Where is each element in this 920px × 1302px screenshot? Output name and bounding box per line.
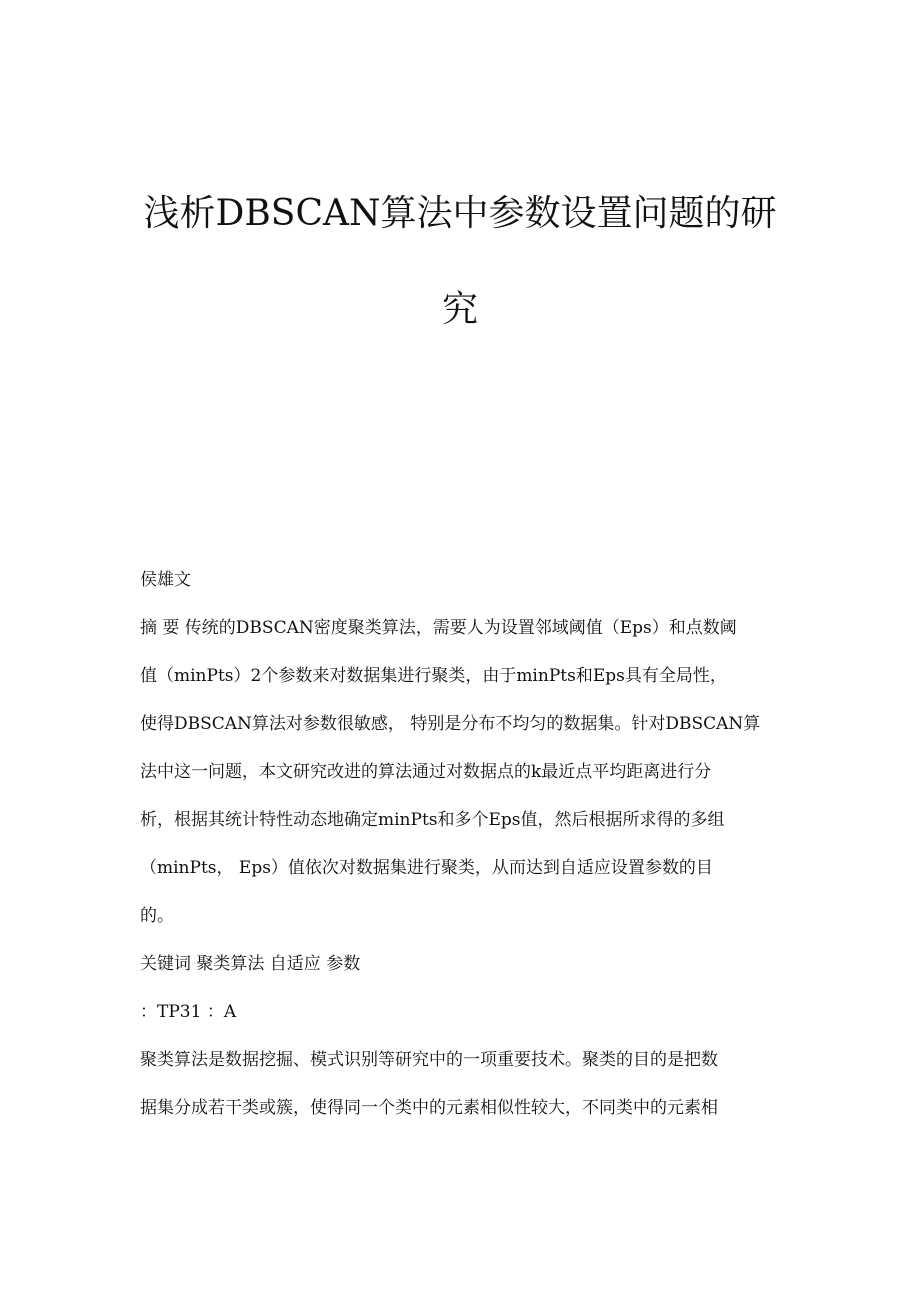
abstract-line: （minPts， Eps）值依次对数据集进行聚类，从而达到自适应设置参数的目 [140, 858, 713, 878]
author-line: 侯雄文 [140, 570, 191, 590]
intro-line: 据集分成若干类或簇，使得同一个类中的元素相似性较大，不同类中的元素相 [140, 1098, 718, 1118]
abstract-line: 的。 [140, 906, 174, 926]
intro-paragraph [140, 1046, 782, 1123]
paper-title [100, 190, 820, 334]
abstract-line: 摘 要 传统的DBSCAN密度聚类算法，需要人为设置邻域阈值（Eps）和点数阈 [140, 618, 737, 638]
keywords-line: 关键词 聚类算法 自适应 参数 [140, 954, 361, 974]
abstract-line: 使得DBSCAN算法对参数很敏感， 特别是分布不均匀的数据集。针对DBSCAN算 [140, 714, 761, 734]
classification-code [140, 998, 782, 1027]
abstract-line: 值（minPts）2个参数来对数据集进行聚类，由于minPts和Eps具有全局性， [140, 666, 727, 686]
keywords [140, 950, 782, 979]
paper-body [140, 566, 782, 1142]
author-name [140, 566, 782, 595]
abstract-line: 析，根据其统计特性动态地确定minPts和多个Eps值，然后根据所求得的多组 [140, 810, 725, 830]
abstract-line: 法中这一问题，本文研究改进的算法通过对数据点的k最近点平均距离进行分 [140, 762, 712, 782]
abstract [140, 614, 782, 931]
intro-line: 聚类算法是数据挖掘、模式识别等研究中的一项重要技术。聚类的目的是把数 [140, 1050, 718, 1070]
classification-line: ：TP31 ：A [140, 1002, 237, 1022]
title-line-2: 究 [441, 289, 478, 330]
title-line-1: 浅析DBSCAN算法中参数设置问题的研 [143, 193, 777, 234]
